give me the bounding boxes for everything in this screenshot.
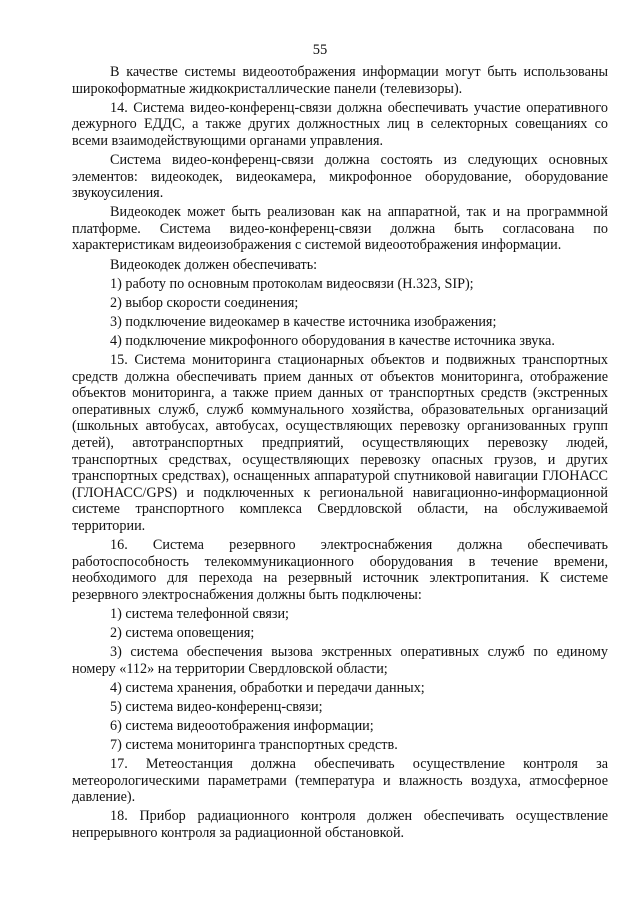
list-item: 4) система хранения, обработки и передачи данных; <box>110 679 425 696</box>
paragraph: 14. Система видео-конференц-связи должна обеспечивать участие оперативного дежурного ЕДДС, а также других должностных лиц в селекторных совещаниях со всеми взаимодействующими органами управления. <box>72 99 608 149</box>
document-body <box>72 64 608 844</box>
page-number: 55 <box>312 42 328 58</box>
list-item: 2) система оповещения; <box>110 625 255 641</box>
list-item: 7) система мониторинга транспортных средств. <box>110 737 398 754</box>
list-item: 6) система видеоотображения информации; <box>110 717 374 734</box>
paragraph: Видеокодек должен обеспечивать: <box>110 256 318 273</box>
list-item: 3) система обеспечения вызова экстренных оперативных служб по единому номеру «112» на территории Свердловской области; <box>72 644 608 677</box>
paragraph: Система видео-конференц-связи должна состоять из следующих основных элементов: видеокодек, видеокамера, микрофонное оборудование, оборудование звукоусиления. <box>72 151 608 202</box>
paragraph: Видеокодек может быть реализован как на аппаратной, так и на программной платформе. Система видео-конференц-связи должна быть согласована по характеристикам видеоизображения с системой видеоотображения информации. <box>72 204 608 254</box>
paragraph: 18. Прибор радиационного контроля должен обеспечивать осуществление непрерывного контроля за радиационной обстановкой. <box>72 808 608 842</box>
list-item: 1) работу по основным протоколам видеосвязи (H.323, SIP); <box>110 275 474 292</box>
paragraph: 15. Система мониторинга стационарных объектов и подвижных транспортных средств должна обеспечивать прием данных от объектов мониторинга, отображение объектов мониторинга, а также прием данных от транспортных средств (экстренных оперативных служб, служб коммунального хозяйства, образовательных организаций (школьных автобусах, автобусах, осуществляющих перевозку организованных групп детей), автотранспортных предприятий, осуществляющих перевозку людей, транспортных средствах, осуществляющих перевозку опасных грузов, и других транспортных средствах), оснащенных аппаратурой спутниковой навигации ГЛОНАСС (ГЛОНАСС/GPS) и подключенных к региональной навигационно-информационной системе транспортного комплекса Свердловской области, на обслуживаемой территории. <box>72 352 608 534</box>
paragraph: 17. Метеостанция должна обеспечивать осуществление контроля за метеорологическими параметрами (температура и влажность воздуха, атмосферное давление). <box>72 756 608 806</box>
list-item: 3) подключение видеокамер в качестве источника изображения; <box>110 313 497 330</box>
list-item: 1) система телефонной связи; <box>110 605 289 622</box>
paragraph: В качестве системы видеоотображения информации могут быть использованы широкоформатные жидкокристаллические панели (телевизоры). <box>72 64 608 97</box>
list-item: 2) выбор скорости соединения; <box>110 294 299 311</box>
list-item: 5) система видео-конференц-связи; <box>110 698 323 715</box>
paragraph: 16. Система резервного электроснабжения должна обеспечивать работоспособность телекоммуникационного оборудования в течение времени, необходимого для перехода на резервный источник электропитания. К системе резервного электроснабжения должны быть подключены: <box>72 537 608 603</box>
list-item: 4) подключение микрофонного оборудования в качестве источника звука. <box>110 332 555 349</box>
